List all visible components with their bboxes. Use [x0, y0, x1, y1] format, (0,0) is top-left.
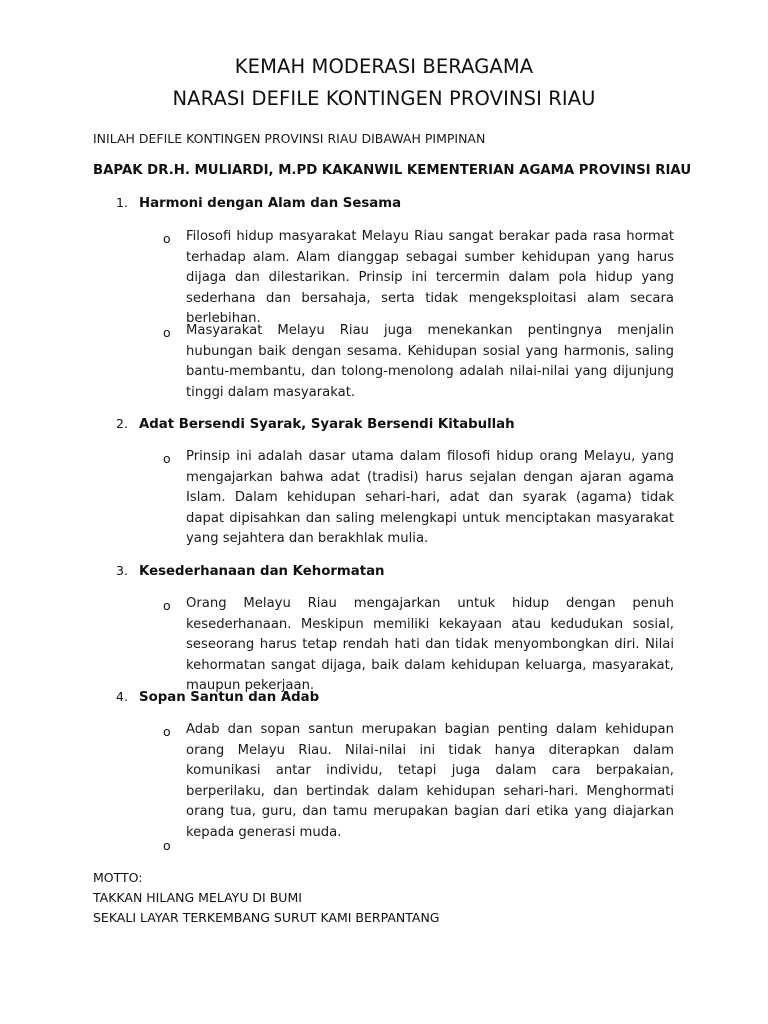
section-heading-4	[116, 689, 319, 705]
bullet-marker: o	[163, 325, 171, 340]
motto-line-1: TAKKAN HILANG MELAYU DI BUMI	[93, 890, 302, 905]
section-number: 3.	[116, 563, 128, 578]
bullet-marker: o	[163, 598, 171, 613]
section-title: Kesederhanaan dan Kehormatan	[139, 564, 385, 579]
bullet-marker-empty: o	[163, 838, 171, 853]
section-number: 1.	[116, 195, 128, 210]
section-title: Adat Bersendi Syarak, Syarak Bersendi Kitabullah	[139, 417, 515, 432]
section-title: Sopan Santun dan Adab	[139, 690, 320, 705]
paragraph: Orang Melayu Riau mengajarkan untuk hidup dengan penuh kesederhanaan. Meskipun memiliki kekayaan atau kedudukan sosial, seseorang harus tetap rendah hati dan tidak menyombongkan diri. Nilai kehormatan sangat dijaga, baik dalam kehidupan keluarga, masyarakat, maupun pekerjaan.	[186, 596, 674, 694]
section-heading-1	[116, 195, 401, 211]
motto-line-2: SEKALI LAYAR TERKEMBANG SURUT KAMI BERPANTANG	[93, 910, 440, 925]
paragraph: Prinsip ini adalah dasar utama dalam filosofi hidup orang Melayu, yang mengajarkan bahwa adat (tradisi) harus sejalan dengan ajaran agama Islam. Dalam kehidupan sehari-hari, adat dan syarak (agama) tidak dapat dipisahkan dan saling melengkapi untuk menciptakan masyarakat yang sejahtera dan berakhlak mulia.	[186, 449, 674, 547]
paragraph: Masyarakat Melayu Riau juga menekankan pentingnya menjalin hubungan baik dengan sesama. Kehidupan sosial yang harmonis, saling bantu-membantu, dan tolong-menolong adalah nilai-nilai yang dijunjung tinggi dalam masyarakat.	[186, 323, 674, 400]
intro-line: INILAH DEFILE KONTINGEN PROVINSI RIAU DIBAWAH PIMPINAN	[93, 131, 486, 146]
section-heading-2	[116, 416, 515, 432]
paragraph: Adab dan sopan santun merupakan bagian penting dalam kehidupan orang Melayu Riau. Nilai-nilai ini tidak hanya diterapkan dalam komunikasi antar individu, tetapi juga dalam cara berpakaian, berperilaku, dan bertindak dalam kehidupan sehari-hari. Menghormati orang tua, guru, dan tamu merupakan bagian dari etika yang diajarkan kepada generasi muda.	[186, 722, 674, 840]
bullet-marker: o	[163, 724, 171, 739]
motto-label: MOTTO:	[93, 870, 143, 885]
section-number: 2.	[116, 416, 128, 431]
bullet-marker: o	[163, 231, 171, 246]
leader-line: BAPAK DR.H. MULIARDI, M.PD KAKANWIL KEMENTERIAN AGAMA PROVINSI RIAU	[93, 163, 692, 178]
section-heading-3	[116, 563, 385, 579]
document-subtitle: NARASI DEFILE KONTINGEN PROVINSI RIAU	[172, 87, 596, 110]
section-title: Harmoni dengan Alam dan Sesama	[139, 196, 402, 211]
paragraph: Filosofi hidup masyarakat Melayu Riau sangat berakar pada rasa hormat terhadap alam. Alam dianggap sebagai sumber kehidupan yang harus dijaga dan dilestarikan. Prinsip ini tercermin dalam pola hidup yang sederhana dan bersahaja, serta tidak mengeksploitasi alam secara berlebihan.	[186, 229, 674, 327]
document-title: KEMAH MODERASI BERAGAMA	[234, 55, 534, 78]
bullet-marker: o	[163, 451, 171, 466]
section-number: 4.	[116, 689, 128, 704]
